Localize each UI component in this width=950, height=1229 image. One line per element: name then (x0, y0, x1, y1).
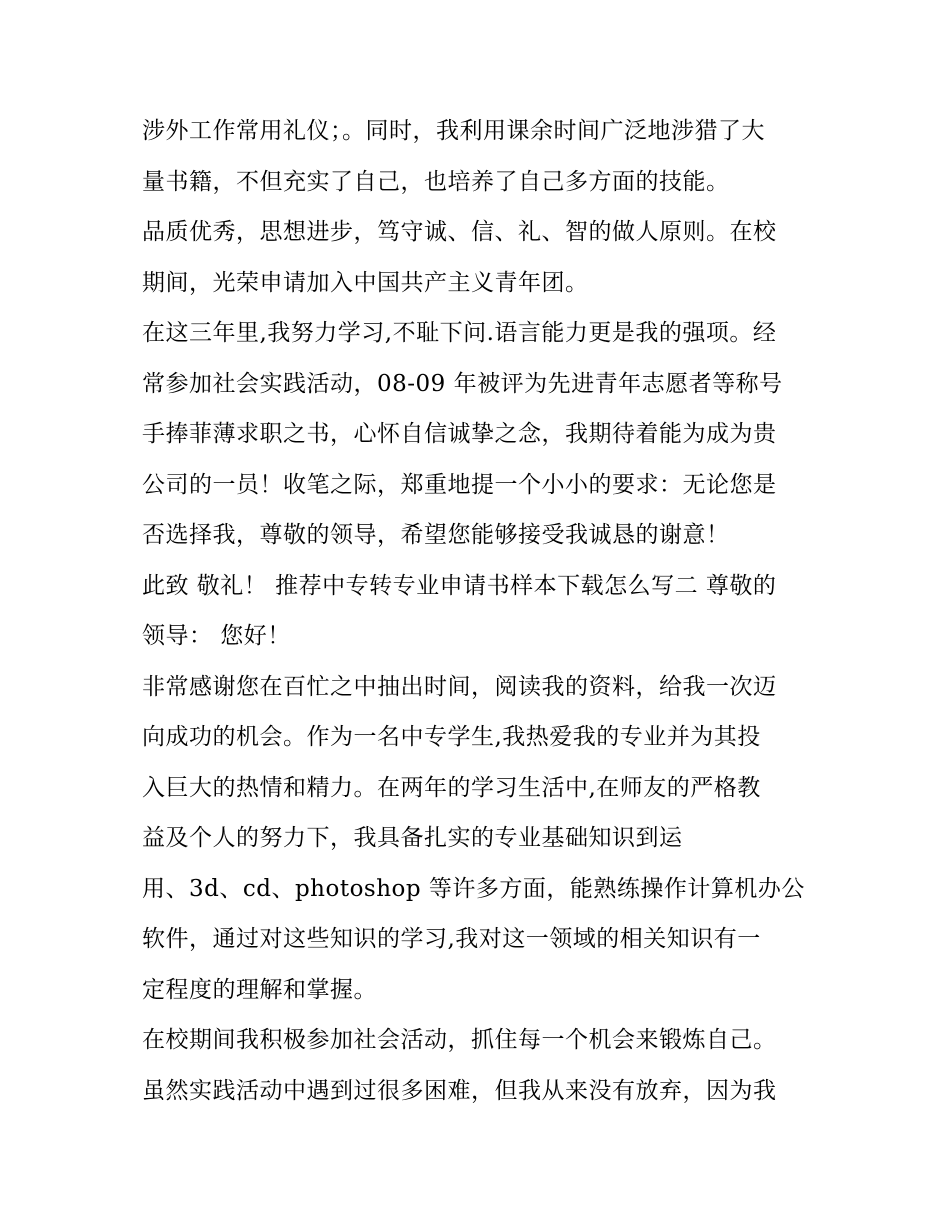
text-line: 用、3d、cd、photoshop 等许多方面，能熟练操作计算机办公 (142, 875, 805, 902)
text-line: 虽然实践活动中遇到过很多困难，但我从来没有放弃，因为我 (142, 1077, 777, 1104)
text-line: 否选择我，尊敬的领导，希望您能够接受我诚恳的谢意！ (142, 522, 730, 548)
text-line: 定程度的理解和掌握。 (142, 976, 377, 1003)
text-line: 入巨大的热情和精力。在两年的学习生活中,在师友的严格教 (142, 774, 761, 801)
text-line: 量书籍，不但充实了自己，也培养了自己多方面的技能。 (142, 168, 730, 195)
text-line: 向成功的机会。作为一名中专学生,我热爱我的专业并为其投 (142, 724, 761, 750)
text-line: 非常感谢您在百忙之中抽出时间，阅读我的资料，给我一次迈 (142, 673, 777, 700)
text-line: 在这三年里,我努力学习,不耻下问.语言能力更是我的强项。经 (142, 320, 777, 346)
text-line: 软件，通过对这些知识的学习,我对这一领域的相关知识有一 (142, 926, 761, 952)
document-body (142, 106, 812, 1116)
text-line: 益及个人的努力下，我具备扎实的专业基础知识到运 (142, 825, 683, 851)
text-line: 期间，光荣申请加入中国共产主义青年团。 (142, 269, 589, 296)
text-line: 公司的一员！收笔之际，郑重地提一个小小的要求：无论您是 (142, 471, 777, 498)
text-line: 手捧菲薄求职之书，心怀自信诚挚之念，我期待着能为成为贵 (142, 421, 777, 447)
text-line: 常参加社会实践活动，08-09 年被评为先进青年志愿者等称号 (142, 370, 783, 397)
text-line: 此致 敬礼！ 推荐中专转专业申请书样本下载怎么写二 尊敬的 (142, 572, 777, 599)
text-line: 在校期间我积极参加社会活动，抓住每一个机会来锻炼自己。 (142, 1027, 777, 1053)
text-line: 品质优秀，思想进步，笃守诚、信、礼、智的做人原则。在校 (142, 219, 777, 245)
text-line: 领导： 您好！ (142, 623, 291, 649)
text-line: 涉外工作常用礼仪；。同时，我利用课余时间广泛地涉猎了大 (142, 118, 765, 144)
